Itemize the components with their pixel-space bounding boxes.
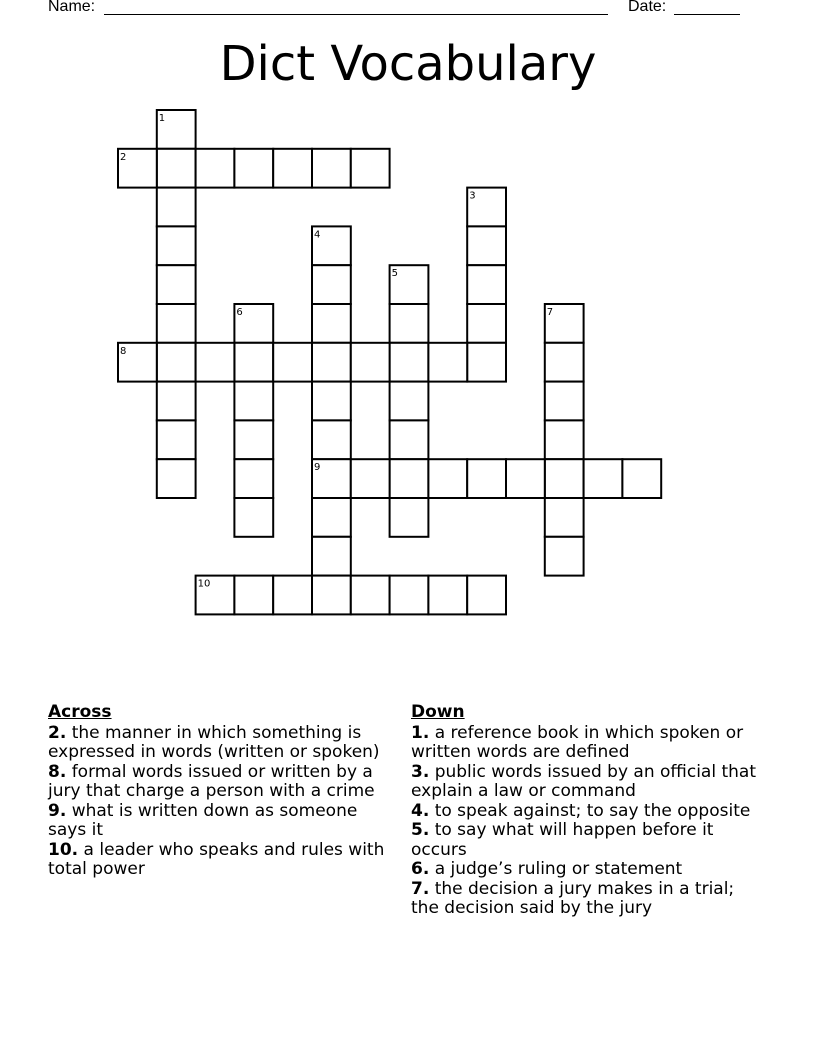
clue-across-9 <box>48 802 400 841</box>
grid-cell[interactable] <box>273 343 312 382</box>
clue-number-label: 7 <box>546 307 554 318</box>
grid-cell[interactable] <box>351 343 390 382</box>
grid-cell[interactable] <box>390 343 429 382</box>
grid-cell[interactable] <box>351 576 390 615</box>
clue-text: the decision a jury makes in a trial; the decision said by the jury <box>411 878 735 918</box>
grid-cell[interactable] <box>312 343 351 382</box>
page-title: Dict Vocabulary <box>219 36 597 92</box>
grid-cell[interactable] <box>390 304 429 343</box>
grid-cell[interactable] <box>273 576 312 615</box>
grid-cell[interactable] <box>196 149 235 188</box>
grid-cell[interactable] <box>312 576 351 615</box>
grid-cell[interactable] <box>545 537 584 576</box>
grid-cell[interactable] <box>467 343 506 382</box>
grid-cell[interactable] <box>157 188 196 227</box>
grid-cell[interactable] <box>506 459 545 498</box>
grid-cell[interactable] <box>545 498 584 537</box>
clue-down-1 <box>411 724 756 763</box>
grid-cell[interactable] <box>545 420 584 459</box>
grid-cell[interactable] <box>390 420 429 459</box>
grid-cell[interactable] <box>234 576 273 615</box>
grid-cell[interactable] <box>157 343 196 382</box>
name-label: Name: <box>48 0 96 15</box>
grid-cell[interactable] <box>234 420 273 459</box>
clue-number: 7. <box>411 878 430 899</box>
clue-text: what is written down as someone says it <box>48 800 358 840</box>
grid-cell[interactable] <box>312 265 351 304</box>
grid-cell[interactable] <box>157 420 196 459</box>
clue-down-6 <box>411 860 756 880</box>
grid-cell[interactable] <box>312 498 351 537</box>
grid-cell[interactable] <box>234 459 273 498</box>
grid-cell[interactable] <box>234 343 273 382</box>
clue-text: a leader who speaks and rules with total power <box>48 839 385 879</box>
date-label: Date: <box>628 0 667 15</box>
grid-cell[interactable] <box>467 576 506 615</box>
clue-number-label: 5 <box>391 268 398 280</box>
grid-cell[interactable] <box>545 343 584 382</box>
grid-cell[interactable] <box>157 226 196 265</box>
grid-cell[interactable] <box>157 265 196 304</box>
clue-number-label: 9 <box>314 462 321 474</box>
clue-text: to speak against; to say the opposite <box>429 800 751 821</box>
grid-cell[interactable] <box>273 149 312 188</box>
grid-cell[interactable] <box>390 382 429 421</box>
clue-number: 8. <box>48 761 67 782</box>
across-clues <box>48 703 400 880</box>
grid-cell[interactable] <box>390 576 429 615</box>
clue-number: 4. <box>411 800 430 821</box>
clue-text: a judge’s ruling or statement <box>429 859 683 879</box>
clue-down-7 <box>411 880 756 919</box>
grid-cell[interactable] <box>312 382 351 421</box>
clue-text: public words issued by an official that explain a law or command <box>411 761 756 801</box>
grid-cell[interactable] <box>545 459 584 498</box>
clue-across-10 <box>48 841 400 880</box>
clue-text: a reference book in which spoken or written words are defined <box>411 722 744 762</box>
grid-cell[interactable] <box>157 459 196 498</box>
grid-cell[interactable] <box>622 459 661 498</box>
grid-cell[interactable] <box>467 265 506 304</box>
grid-cell[interactable] <box>428 343 467 382</box>
grid-cell[interactable] <box>467 226 506 265</box>
grid-cell[interactable] <box>390 459 429 498</box>
clue-text: formal words issued or written by a jury that charge a person with a crime <box>48 761 375 801</box>
clue-number: 9. <box>48 800 67 821</box>
grid-cell[interactable] <box>234 382 273 421</box>
clue-number-label: 1 <box>158 113 166 124</box>
grid-cell[interactable] <box>351 459 390 498</box>
grid-cell[interactable] <box>196 343 235 382</box>
grid-cell[interactable] <box>157 382 196 421</box>
clue-number-label: 3 <box>469 190 476 202</box>
grid-cell[interactable] <box>428 576 467 615</box>
clue-number: 10. <box>48 839 79 860</box>
clue-down-5 <box>411 821 756 860</box>
grid-cell[interactable] <box>351 149 390 188</box>
grid-cell[interactable] <box>390 498 429 537</box>
clue-number-label: 2 <box>120 151 127 163</box>
clue-down-3 <box>411 763 756 802</box>
clue-number: 6. <box>411 859 430 879</box>
grid-cell[interactable] <box>157 304 196 343</box>
grid-cell[interactable] <box>234 498 273 537</box>
grid-cell[interactable] <box>312 304 351 343</box>
clue-number: 2. <box>48 722 67 743</box>
clue-number: 1. <box>411 722 430 743</box>
grid-cell[interactable] <box>234 149 273 188</box>
clue-number: 3. <box>411 761 430 782</box>
down-clues <box>411 703 756 919</box>
grid-cell[interactable] <box>467 304 506 343</box>
grid-cell[interactable] <box>584 459 623 498</box>
clue-down-4 <box>411 802 756 822</box>
clue-text: the manner in which something is expressed in words (written or spoken) <box>48 722 380 762</box>
clue-number-label: 4 <box>314 229 321 241</box>
down-heading: Down <box>411 702 465 722</box>
across-heading: Across <box>48 702 112 722</box>
clue-number: 5. <box>411 820 430 840</box>
grid-cell[interactable] <box>428 459 467 498</box>
clue-across-2 <box>48 724 400 763</box>
clue-text: to say what will happen before it occurs <box>411 820 714 860</box>
grid-cell[interactable] <box>157 149 196 188</box>
grid-cell[interactable] <box>312 149 351 188</box>
clue-across-8 <box>48 763 400 802</box>
clue-number-label: 10 <box>197 578 211 590</box>
grid-cell[interactable] <box>545 382 584 421</box>
grid-cell[interactable] <box>312 420 351 459</box>
grid-cell[interactable] <box>312 537 351 576</box>
clue-number-label: 8 <box>120 345 127 357</box>
grid-cell[interactable] <box>467 459 506 498</box>
clue-number-label: 6 <box>236 307 243 318</box>
